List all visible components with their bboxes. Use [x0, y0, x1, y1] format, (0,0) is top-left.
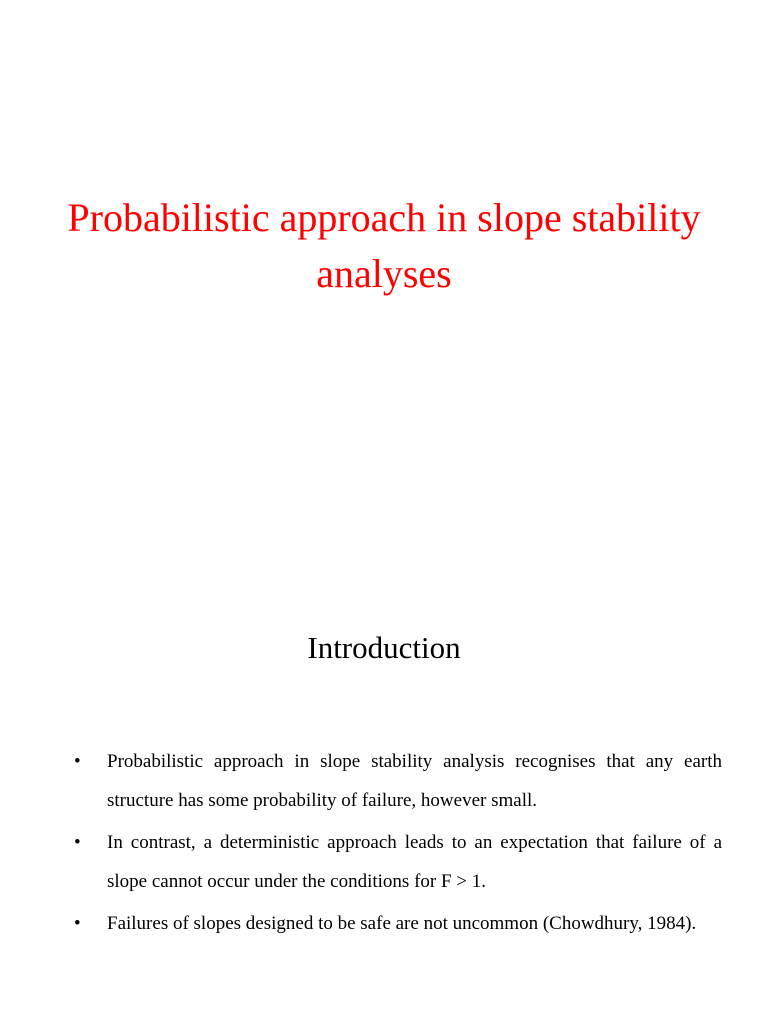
bullet-icon: • [74, 832, 81, 853]
bullet-icon: • [74, 913, 81, 934]
slide-title: Probabilistic approach in slope stability analyses [67, 195, 701, 296]
bullet-text: In contrast, a deterministic approach leads to an expectation that failure of a slope cannot occur under the conditions for F > 1. [107, 832, 722, 892]
bullet-icon: • [74, 751, 81, 772]
bullet-text: Probabilistic approach in slope stability analysis recognises that any earth structure has some probability of failure, however small. [107, 751, 722, 811]
bullet-item [72, 742, 722, 820]
bullet-text: Failures of slopes designed to be safe are not uncommon (Chowdhury, 1984). [107, 913, 697, 934]
bullet-list [72, 742, 722, 946]
bullet-item [72, 823, 722, 901]
bullet-item [72, 904, 722, 943]
section-heading: Introduction [307, 630, 461, 665]
